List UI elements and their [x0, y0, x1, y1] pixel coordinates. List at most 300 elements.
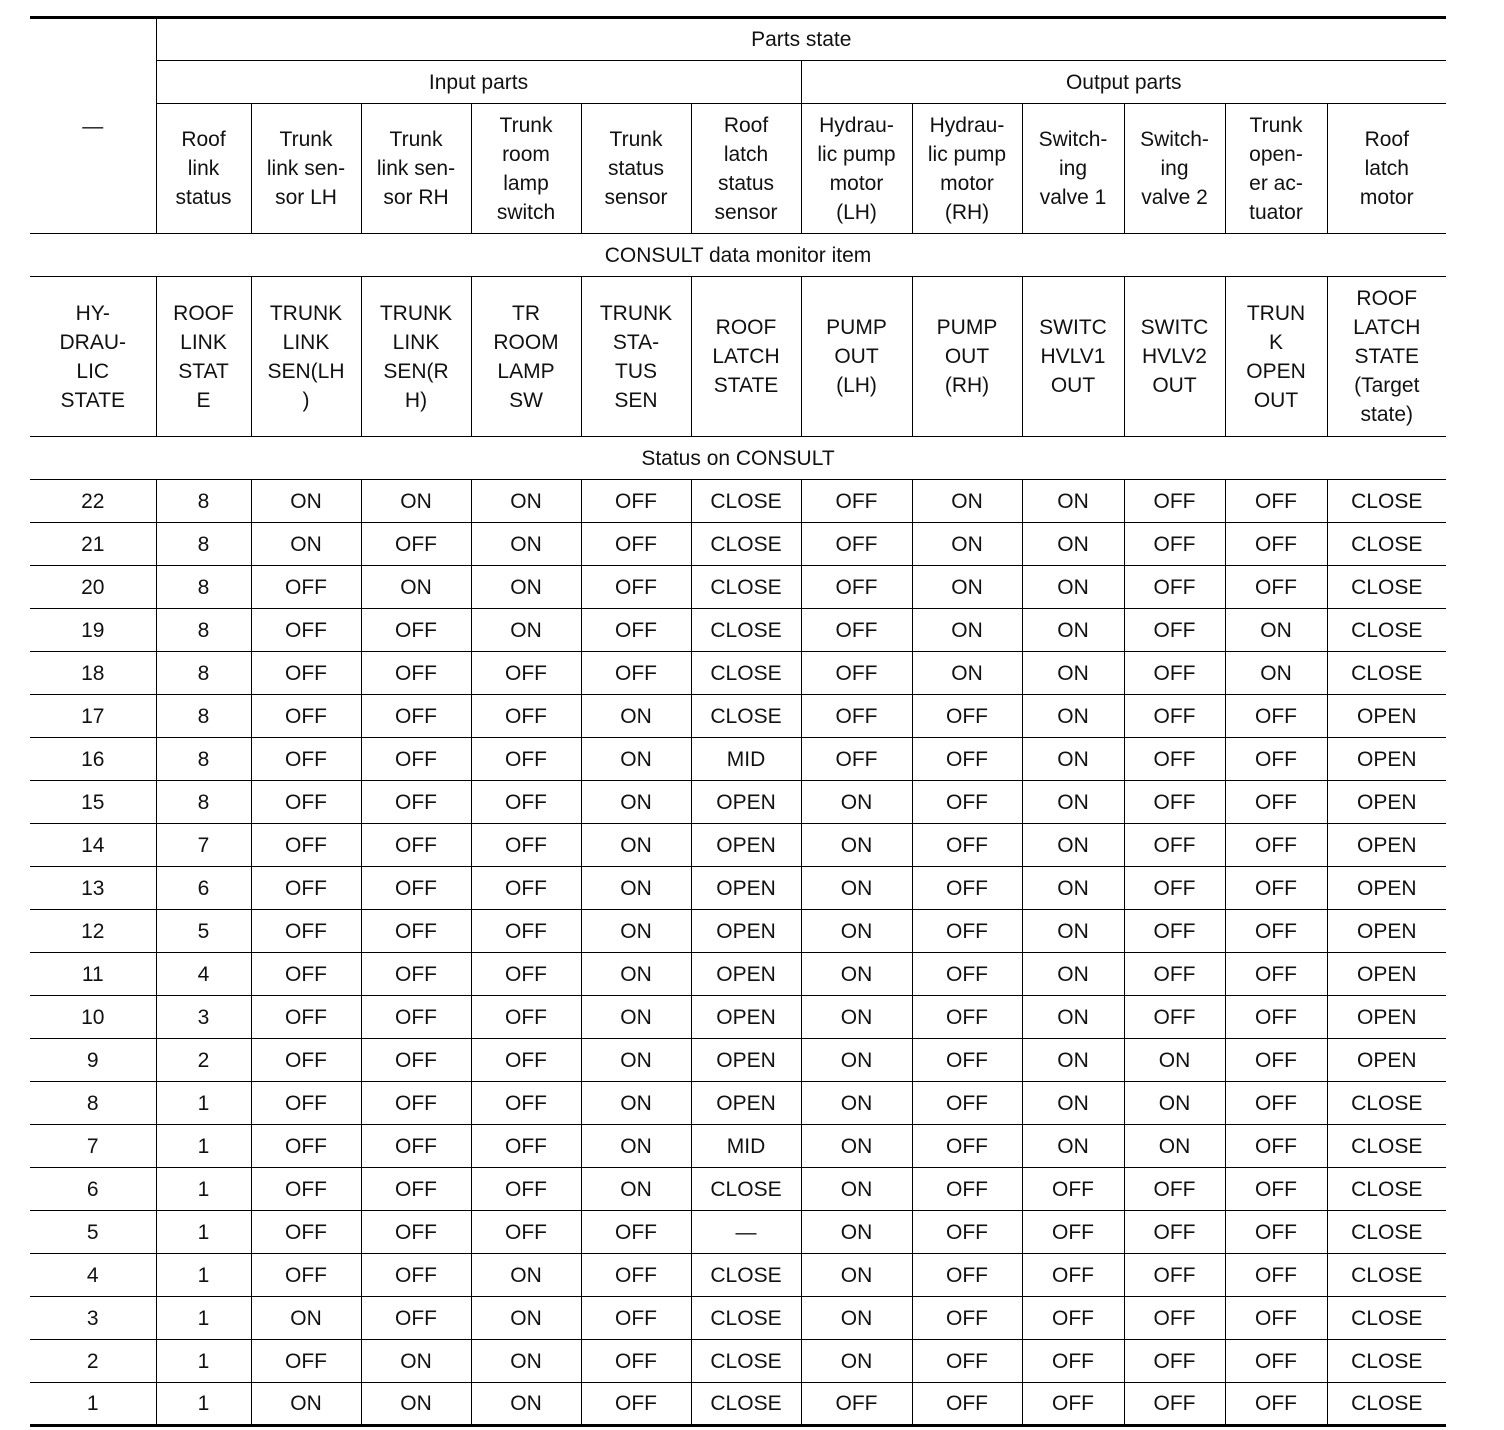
- status-cell: OFF: [1225, 1039, 1327, 1082]
- status-cell: OFF: [581, 1211, 691, 1254]
- status-cell: ON: [801, 953, 912, 996]
- status-cell: OFF: [801, 695, 912, 738]
- status-cell: 7: [156, 824, 251, 867]
- part-column-header: [1327, 104, 1446, 234]
- status-cell: OFF: [1124, 695, 1225, 738]
- status-cell: CLOSE: [691, 652, 801, 695]
- status-cell: ON: [801, 1039, 912, 1082]
- monitor-item-header: [912, 277, 1022, 437]
- status-cell: OFF: [471, 781, 581, 824]
- status-cell: OFF: [1124, 609, 1225, 652]
- status-cell: OFF: [361, 781, 471, 824]
- status-cell: OFF: [361, 867, 471, 910]
- status-cell: OFF: [1022, 1211, 1124, 1254]
- table-row: [30, 695, 1446, 738]
- status-cell: OFF: [581, 652, 691, 695]
- status-cell: ON: [1022, 695, 1124, 738]
- monitor-item-header-line: LINK: [180, 330, 227, 354]
- status-cell: OFF: [1022, 1297, 1124, 1340]
- status-cell: ON: [801, 1340, 912, 1383]
- part-column-header-line: open-: [1249, 142, 1303, 166]
- monitor-item-header-line: TRUN: [1246, 301, 1306, 325]
- monitor-item-header-line: SWITC: [1140, 316, 1209, 339]
- hydraulic-state-cell: 6: [30, 1168, 156, 1211]
- status-cell: —: [691, 1211, 801, 1254]
- part-column-header-line: Switch-: [1140, 128, 1209, 151]
- status-cell: OPEN: [1327, 695, 1446, 738]
- monitor-item-header-line: LATCH: [1353, 316, 1421, 339]
- status-cell: OFF: [1124, 910, 1225, 953]
- status-cell: ON: [471, 480, 581, 523]
- status-cell: OFF: [251, 566, 361, 609]
- part-column-header: [361, 104, 471, 234]
- status-cell: ON: [581, 824, 691, 867]
- status-cell: ON: [581, 1168, 691, 1211]
- status-cell: ON: [471, 1383, 581, 1426]
- status-cell: ON: [581, 1039, 691, 1082]
- status-cell: ON: [361, 480, 471, 523]
- part-column-header-line: link sen-: [376, 157, 456, 180]
- status-cell: ON: [471, 1254, 581, 1297]
- status-cell: OFF: [801, 609, 912, 652]
- status-cell: ON: [471, 566, 581, 609]
- dash-label: —: [82, 114, 104, 138]
- status-cell: CLOSE: [1327, 609, 1446, 652]
- status-cell: OFF: [1225, 1211, 1327, 1254]
- table-row: [30, 824, 1446, 867]
- monitor-item-header: [581, 277, 691, 437]
- status-cell: ON: [1022, 566, 1124, 609]
- hydraulic-state-cell: 2: [30, 1340, 156, 1383]
- hydraulic-state-cell: 19: [30, 609, 156, 652]
- status-cell: OPEN: [1327, 910, 1446, 953]
- monitor-item-header-line: ROOF: [1356, 287, 1418, 310]
- monitor-item-header-line: SEN(R: [383, 359, 449, 383]
- status-cell: ON: [251, 1297, 361, 1340]
- part-column-header-line: Trunk: [609, 128, 663, 151]
- status-cell: OFF: [581, 1383, 691, 1426]
- status-cell: CLOSE: [1327, 1125, 1446, 1168]
- consult-monitor-header: CONSULT data monitor item: [30, 234, 1446, 277]
- status-cell: OFF: [912, 738, 1022, 781]
- status-cell: ON: [1022, 738, 1124, 781]
- status-cell: CLOSE: [1327, 523, 1446, 566]
- status-cell: OFF: [1225, 910, 1327, 953]
- monitor-item-header-line: SWITC: [1039, 316, 1107, 339]
- status-cell: OFF: [1225, 1297, 1327, 1340]
- status-cell: ON: [1124, 1039, 1225, 1082]
- status-cell: OFF: [361, 1211, 471, 1254]
- status-cell: OFF: [471, 695, 581, 738]
- monitor-item-header-line: ROOF: [715, 316, 777, 339]
- status-cell: OFF: [251, 1168, 361, 1211]
- status-cell: OFF: [1225, 953, 1327, 996]
- status-cell: 1: [156, 1340, 251, 1383]
- status-cell: OFF: [1225, 781, 1327, 824]
- status-cell: ON: [251, 523, 361, 566]
- status-cell: CLOSE: [1327, 1254, 1446, 1297]
- status-cell: OFF: [361, 1125, 471, 1168]
- monitor-item-header-line: HVLV1: [1040, 345, 1106, 368]
- status-cell: ON: [1022, 652, 1124, 695]
- part-column-header: [1225, 104, 1327, 234]
- hydraulic-state-cell: 12: [30, 910, 156, 953]
- status-cell: OFF: [251, 996, 361, 1039]
- monitor-item-header: [1124, 277, 1225, 437]
- status-cell: OFF: [1022, 1254, 1124, 1297]
- monitor-item-header-line: ROOM: [493, 330, 559, 354]
- status-cell: OFF: [912, 910, 1022, 953]
- status-cell: 1: [156, 1254, 251, 1297]
- table-row: [30, 1254, 1446, 1297]
- status-cell: OPEN: [691, 824, 801, 867]
- status-cell: ON: [581, 953, 691, 996]
- part-column-header-line: switch: [496, 200, 556, 224]
- monitor-item-header-line: TRUNK: [269, 301, 343, 325]
- status-cell: OFF: [581, 480, 691, 523]
- part-column-header-line: valve 1: [1039, 186, 1107, 209]
- status-cell: 1: [156, 1383, 251, 1426]
- status-cell: OFF: [1124, 523, 1225, 566]
- status-cell: ON: [801, 996, 912, 1039]
- monitor-item-header-line: OUT: [1050, 374, 1096, 397]
- table-row: [30, 609, 1446, 652]
- monitor-item-header-line: LINK: [282, 330, 330, 354]
- status-cell: OFF: [361, 996, 471, 1039]
- part-column-header-line: motor: [829, 171, 884, 195]
- part-column-header-line: room: [502, 142, 550, 166]
- status-cell: OFF: [1022, 1340, 1124, 1383]
- status-cell: OPEN: [1327, 867, 1446, 910]
- status-cell: OFF: [1225, 867, 1327, 910]
- status-cell: OFF: [912, 1340, 1022, 1383]
- monitor-item-header-line: PUMP: [936, 316, 998, 339]
- part-column-header-line: er ac-: [1249, 171, 1303, 195]
- status-cell: OFF: [1124, 1168, 1225, 1211]
- status-cell: ON: [581, 1125, 691, 1168]
- status-cell: ON: [912, 652, 1022, 695]
- status-cell: CLOSE: [691, 1254, 801, 1297]
- hydraulic-state-cell: 1: [30, 1383, 156, 1426]
- status-cell: OFF: [251, 609, 361, 652]
- status-cell: CLOSE: [691, 609, 801, 652]
- status-cell: CLOSE: [691, 695, 801, 738]
- parts-state-header: Parts state: [156, 18, 1446, 61]
- status-cell: ON: [801, 1168, 912, 1211]
- status-cell: 8: [156, 566, 251, 609]
- part-column-header-line: Switch-: [1038, 128, 1108, 151]
- part-column-header-line: link: [187, 157, 220, 180]
- status-cell: OFF: [1124, 652, 1225, 695]
- status-cell: 1: [156, 1082, 251, 1125]
- table-body: [30, 480, 1446, 1426]
- hydraulic-state-cell: 10: [30, 996, 156, 1039]
- status-cell: OFF: [912, 1254, 1022, 1297]
- status-cell: OFF: [1225, 996, 1327, 1039]
- status-cell: ON: [1022, 523, 1124, 566]
- status-cell: CLOSE: [1327, 1082, 1446, 1125]
- status-cell: OFF: [581, 566, 691, 609]
- status-cell: ON: [581, 695, 691, 738]
- parts-columns-row: [30, 104, 1446, 234]
- part-column-header-line: Hydrau-: [929, 113, 1005, 137]
- monitor-item-header: [30, 277, 156, 437]
- status-cell: OFF: [471, 1211, 581, 1254]
- status-cell: OFF: [251, 652, 361, 695]
- part-column-header-line: sensor: [714, 200, 778, 224]
- status-cell: CLOSE: [1327, 1383, 1446, 1426]
- monitor-item-header-line: HVLV2: [1142, 345, 1207, 368]
- monitor-item-header-line: HY-: [75, 301, 110, 325]
- status-cell: OFF: [912, 867, 1022, 910]
- table-row: [30, 1340, 1446, 1383]
- table-header: [30, 18, 1446, 480]
- status-cell: OFF: [801, 566, 912, 609]
- status-cell: OFF: [471, 910, 581, 953]
- part-column-header-line: Roof: [1364, 128, 1409, 151]
- status-cell: OFF: [361, 1168, 471, 1211]
- status-cell: OFF: [1225, 695, 1327, 738]
- part-column-header: [581, 104, 691, 234]
- monitor-item-header-line: PUMP: [826, 316, 887, 339]
- status-cell: 1: [156, 1125, 251, 1168]
- monitor-item-header: [691, 277, 801, 437]
- status-cell: OFF: [471, 867, 581, 910]
- hydraulic-state-cell: 13: [30, 867, 156, 910]
- status-cell: OFF: [471, 953, 581, 996]
- status-cell: 6: [156, 867, 251, 910]
- status-cell: OPEN: [1327, 1039, 1446, 1082]
- status-cell: OFF: [361, 695, 471, 738]
- status-cell: OPEN: [1327, 824, 1446, 867]
- table-row: [30, 738, 1446, 781]
- part-column-header-line: Trunk: [279, 128, 333, 151]
- status-cell: 8: [156, 652, 251, 695]
- part-column-header-line: latch: [1364, 157, 1409, 180]
- part-column-header-line: ing: [1160, 157, 1189, 180]
- part-column-header-line: (RH): [944, 200, 990, 224]
- status-cell: OFF: [1225, 523, 1327, 566]
- status-cell: OPEN: [691, 953, 801, 996]
- status-cell: OFF: [361, 523, 471, 566]
- table-row: [30, 652, 1446, 695]
- monitor-item-header-line: STAT: [178, 359, 229, 383]
- status-cell: OFF: [251, 1211, 361, 1254]
- monitor-item-header-line: OUT: [834, 345, 879, 368]
- part-column-header: [912, 104, 1022, 234]
- part-column-header: [801, 104, 912, 234]
- status-cell: ON: [1022, 1039, 1124, 1082]
- hydraulic-state-cell: 3: [30, 1297, 156, 1340]
- monitor-item-header: [471, 277, 581, 437]
- part-column-header-line: motor: [1359, 186, 1414, 209]
- status-cell: ON: [1022, 1082, 1124, 1125]
- part-column-header-line: sensor: [604, 186, 668, 209]
- dash-header-cell: [30, 18, 156, 234]
- status-cell: OFF: [361, 910, 471, 953]
- monitor-item-header-line: STATE: [60, 388, 126, 412]
- monitor-item-header-line: OPEN: [1246, 359, 1306, 383]
- table-row: [30, 1082, 1446, 1125]
- monitor-item-header-line: DRAU-: [59, 330, 126, 354]
- status-cell: OFF: [581, 523, 691, 566]
- status-cell: OFF: [251, 695, 361, 738]
- status-cell: 2: [156, 1039, 251, 1082]
- monitor-item-header-line: LIC: [76, 359, 110, 383]
- hydraulic-state-cell: 21: [30, 523, 156, 566]
- status-cell: OFF: [1225, 824, 1327, 867]
- part-column-header-line: sor RH: [383, 186, 449, 209]
- status-cell: OFF: [361, 1039, 471, 1082]
- status-cell: ON: [581, 910, 691, 953]
- status-cell: OFF: [801, 738, 912, 781]
- hydraulic-state-cell: 7: [30, 1125, 156, 1168]
- monitor-item-header: [801, 277, 912, 437]
- status-cell: OFF: [912, 953, 1022, 996]
- status-cell: ON: [581, 1082, 691, 1125]
- status-cell: ON: [1022, 910, 1124, 953]
- status-cell: OFF: [361, 609, 471, 652]
- part-column-header-line: status: [717, 171, 775, 195]
- table-row: [30, 910, 1446, 953]
- status-cell: 8: [156, 523, 251, 566]
- status-cell: 1: [156, 1168, 251, 1211]
- status-cell: ON: [801, 1082, 912, 1125]
- status-cell: ON: [912, 523, 1022, 566]
- part-column-header-line: valve 2: [1141, 186, 1208, 209]
- monitor-item-header-line: STA-: [612, 330, 660, 354]
- status-cell: ON: [801, 910, 912, 953]
- status-cell: ON: [1022, 609, 1124, 652]
- status-cell: OFF: [1124, 480, 1225, 523]
- table-row: [30, 480, 1446, 523]
- status-cell: OFF: [912, 1168, 1022, 1211]
- status-cell: OFF: [251, 1340, 361, 1383]
- monitor-item-header-line: STATE: [1354, 345, 1420, 368]
- status-cell: 8: [156, 609, 251, 652]
- part-column-header-line: Roof: [723, 113, 769, 137]
- status-cell: 4: [156, 953, 251, 996]
- part-column-header-line: ing: [1058, 157, 1088, 180]
- status-cell: CLOSE: [1327, 1168, 1446, 1211]
- status-cell: OPEN: [691, 1082, 801, 1125]
- hydraulic-state-cell: 8: [30, 1082, 156, 1125]
- monitor-item-header-line: OUT: [1152, 374, 1197, 397]
- status-cell: CLOSE: [691, 480, 801, 523]
- table-row: [30, 1168, 1446, 1211]
- status-cell: CLOSE: [691, 1340, 801, 1383]
- part-column-header-line: status: [175, 186, 232, 209]
- monitor-item-header-line: SEN(LH: [267, 359, 345, 383]
- table-row: [30, 867, 1446, 910]
- hydraulic-state-cell: 5: [30, 1211, 156, 1254]
- status-cell: CLOSE: [691, 1383, 801, 1426]
- status-cell: OPEN: [691, 867, 801, 910]
- status-cell: 3: [156, 996, 251, 1039]
- status-cell: ON: [912, 566, 1022, 609]
- table-row: [30, 523, 1446, 566]
- table-row: [30, 953, 1446, 996]
- status-cell: OFF: [1124, 738, 1225, 781]
- monitor-item-header: [251, 277, 361, 437]
- status-cell: ON: [801, 1125, 912, 1168]
- status-cell: 1: [156, 1297, 251, 1340]
- status-cell: OFF: [361, 1082, 471, 1125]
- status-cell: OFF: [251, 910, 361, 953]
- hydraulic-state-cell: 17: [30, 695, 156, 738]
- status-cell: OFF: [361, 953, 471, 996]
- status-cell: OPEN: [691, 910, 801, 953]
- monitor-item-header-line: K: [1268, 330, 1283, 354]
- status-cell: OFF: [471, 738, 581, 781]
- table-row: [30, 1383, 1446, 1426]
- part-column-header-line: (LH): [836, 200, 877, 224]
- part-column-header-line: lic pump: [817, 142, 896, 166]
- status-cell: OFF: [1124, 1254, 1225, 1297]
- status-cell: OFF: [361, 652, 471, 695]
- part-column-header-line: Trunk: [389, 128, 443, 151]
- status-cell: OFF: [471, 824, 581, 867]
- monitor-item-header-line: LATCH: [712, 345, 780, 368]
- status-cell: OPEN: [691, 996, 801, 1039]
- status-cell: CLOSE: [691, 566, 801, 609]
- status-cell: OPEN: [1327, 996, 1446, 1039]
- part-column-header: [1022, 104, 1124, 234]
- status-cell: ON: [251, 480, 361, 523]
- status-cell: ON: [1022, 867, 1124, 910]
- status-cell: ON: [1022, 824, 1124, 867]
- status-cell: OFF: [1124, 953, 1225, 996]
- status-cell: OFF: [251, 1039, 361, 1082]
- monitor-item-header-line: ROOF: [173, 301, 234, 325]
- status-cell: ON: [471, 1297, 581, 1340]
- monitor-item-header-line: TRUNK: [599, 301, 673, 325]
- status-cell: CLOSE: [1327, 1297, 1446, 1340]
- status-cell: 8: [156, 738, 251, 781]
- status-cell: OFF: [801, 480, 912, 523]
- part-column-header: [691, 104, 801, 234]
- status-cell: ON: [361, 1383, 471, 1426]
- status-cell: CLOSE: [691, 523, 801, 566]
- monitor-item-header-line: state): [1360, 403, 1414, 426]
- status-cell: OFF: [251, 824, 361, 867]
- status-cell: OFF: [471, 652, 581, 695]
- status-on-consult-header: Status on CONSULT: [30, 437, 1446, 480]
- status-cell: ON: [1022, 781, 1124, 824]
- table-row: [30, 1039, 1446, 1082]
- input-parts-header: Input parts: [156, 61, 801, 104]
- monitor-item-header: [1022, 277, 1124, 437]
- table-row: [30, 996, 1446, 1039]
- part-column-header-line: lamp: [503, 171, 549, 195]
- status-cell: ON: [801, 781, 912, 824]
- status-cell: OFF: [912, 824, 1022, 867]
- monitor-item-header-line: OUT: [944, 345, 990, 368]
- part-column-header-line: tuator: [1249, 200, 1303, 224]
- monitor-item-header: [1225, 277, 1327, 437]
- table-row: [30, 781, 1446, 824]
- monitor-items-row: [30, 277, 1446, 437]
- status-cell: OFF: [581, 1297, 691, 1340]
- status-cell: OFF: [251, 1125, 361, 1168]
- status-cell: OFF: [1022, 1168, 1124, 1211]
- status-cell: OFF: [361, 1297, 471, 1340]
- part-column-header: [1124, 104, 1225, 234]
- status-cell: MID: [691, 738, 801, 781]
- status-cell: OFF: [361, 738, 471, 781]
- status-cell: OFF: [912, 996, 1022, 1039]
- status-cell: OPEN: [1327, 738, 1446, 781]
